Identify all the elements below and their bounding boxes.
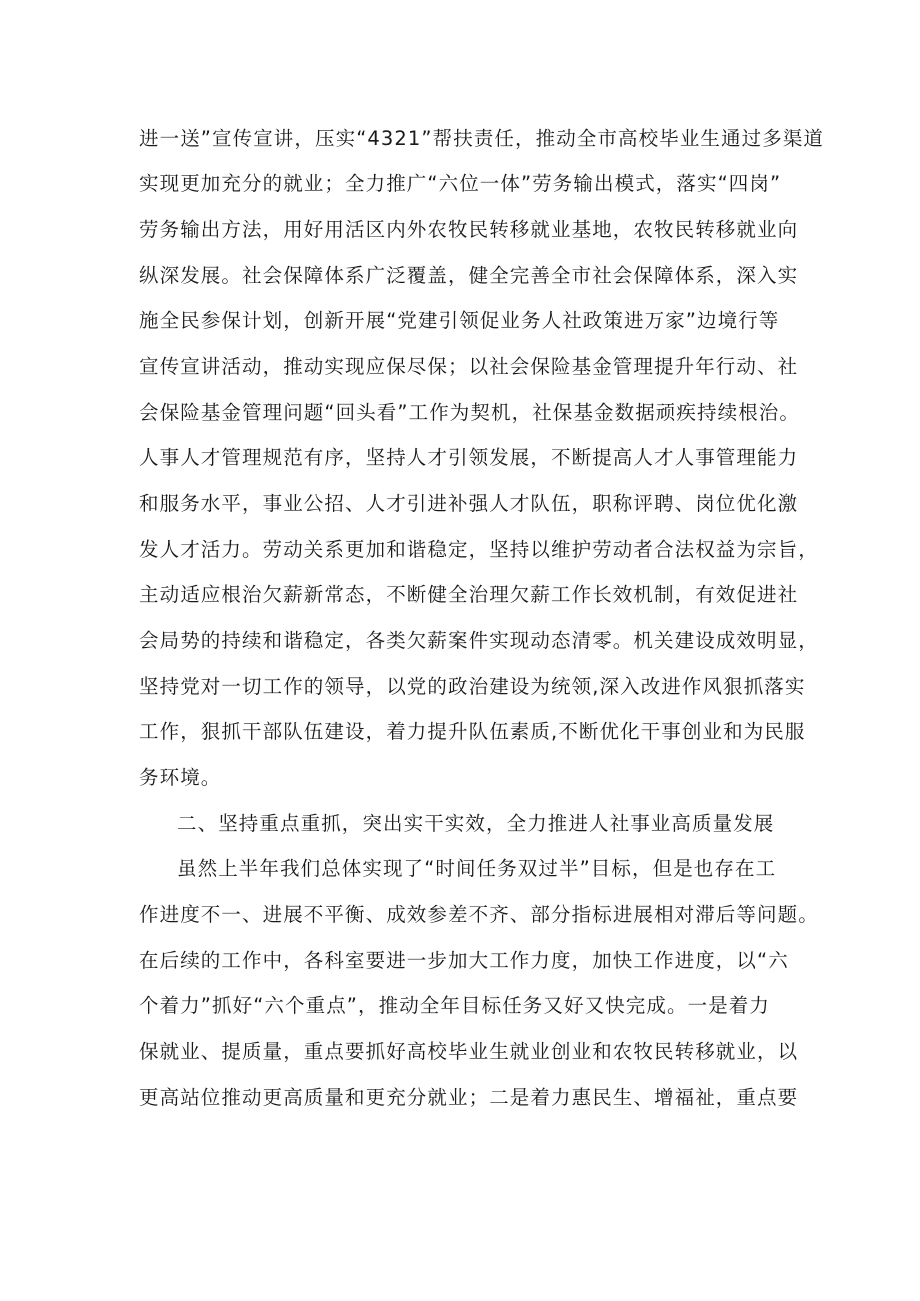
text-line: 在后续的工作中，各科室要进一步加大工作力度，加快工作进度，以“六 [139,949,789,972]
text-line: 人事人才管理规范有序，坚持人才引领发展，不断提高人才人事管理能力 [139,446,799,469]
text-line: 主动适应根治欠薪新常态，不断健全治理欠薪工作长效机制，有效促进社 [139,583,799,606]
text-line: 施全民参保计划，创新开展“党建引领促业务人社政策进万家”边境行等 [139,309,780,332]
text-line: 纵深发展。社会保障体系广泛覆盖，健全完善全市社会保障体系，深入实 [139,264,799,287]
text-line: 作进度不一、进展不平衡、成效参差不齐、部分指标进展相对滞后等问题。 [139,903,819,926]
text-line: 进一送”宣传宣讲，压实“4321”帮扶责任，推动全市高校毕业生通过多渠道 [139,127,825,150]
text-line: 会局势的持续和谐稳定，各类欠薪案件实现动态清零。机关建设成效明显， [139,629,819,652]
section-heading: 二、坚持重点重抓，突出实干实效，全力推进人社事业高质量发展 [177,812,775,835]
text-line: 发人才活力。劳动关系更加和谐稳定，坚持以维护劳动者合法权益为宗旨， [139,538,819,561]
text-line: 保就业、提质量，重点要抓好高校毕业生就业创业和农牧民转移就业，以 [139,1040,799,1063]
text-line: 实现更加充分的就业；全力推广“六位一体”劳务输出模式，落实“四岗” [139,172,782,195]
text-line: 宣传宣讲活动，推动实现应保尽保；以社会保险基金管理提升年行动、社 [139,355,799,378]
text-line: 坚持党对一切工作的领导，以党的政治建设为统领,深入改进作风狠抓落实 [139,675,806,698]
text-line: 会保险基金管理问题“回头看”工作为契机，社保基金数据顽疾持续根治。 [139,401,801,424]
text-line: 工作，狠抓干部队伍建设，着力提升队伍素质,不断优化干事创业和为民服 [139,720,806,743]
text-line: 个着力”抓好“六个重点”，推动全年目标任务又好又快完成。一是着力 [139,994,771,1017]
text-line: 虽然上半年我们总体实现了“时间任务双过半”目标，但是也存在工 [177,857,777,880]
text-line: 和服务水平，事业公招、人才引进补强人才队伍，职称评聘、岗位优化激 [139,492,799,515]
text-line: 劳务输出方法，用好用活区内外农牧民转移就业基地，农牧民转移就业向 [139,218,799,241]
text-line: 更高站位推动更高质量和更充分就业；二是着力惠民生、增福祉，重点要 [139,1086,799,1109]
text-line: 务环境。 [139,766,222,789]
